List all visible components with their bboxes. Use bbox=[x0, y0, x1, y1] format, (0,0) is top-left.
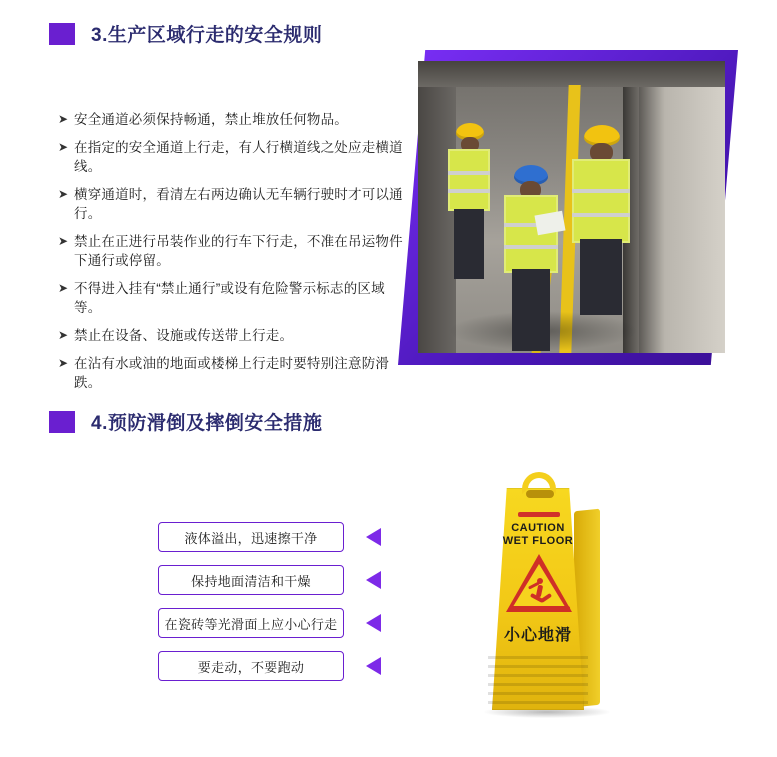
list-item-text: 安全通道必须保持畅通，禁止堆放任何物品。 bbox=[74, 112, 348, 127]
list-item bbox=[58, 232, 408, 270]
slipping-person-icon bbox=[528, 578, 552, 608]
sign-red-bar bbox=[518, 512, 560, 517]
arrow-bullet-icon: ➤ bbox=[58, 234, 69, 248]
list-item-text: 禁止在正进行吊装作业的行车下行走，不准在吊运物件下通行或停留。 bbox=[74, 234, 403, 268]
list-item-text: 禁止在设备、设施或传送带上行走。 bbox=[74, 328, 294, 343]
safety-vest bbox=[572, 159, 630, 243]
worker-legs bbox=[454, 209, 484, 279]
list-item bbox=[58, 279, 408, 317]
workers-walking-photo bbox=[418, 61, 725, 353]
sign-caption-line2: WET FLOOR bbox=[502, 535, 574, 547]
list-item bbox=[58, 185, 408, 223]
list-item-text: 在沾有水或油的地面或楼梯上行走时要特别注意防滑跌。 bbox=[74, 356, 390, 390]
sign-caption-line1: CAUTION bbox=[511, 522, 565, 534]
section-heading-3 bbox=[49, 20, 322, 47]
measure-row bbox=[158, 651, 388, 681]
heading-marker-icon bbox=[49, 23, 75, 45]
measure-row bbox=[158, 522, 388, 552]
prevention-measures-list bbox=[158, 522, 388, 694]
arrow-bullet-icon: ➤ bbox=[58, 112, 69, 126]
arrow-left-icon bbox=[366, 657, 381, 675]
sign-ribs bbox=[488, 656, 588, 708]
photo-container bbox=[398, 50, 738, 365]
list-item-text: 不得进入挂有“禁止通行”或设有危险警示标志的区域等。 bbox=[74, 281, 385, 315]
arrow-bullet-icon: ➤ bbox=[58, 356, 69, 370]
measure-box[interactable]: 保持地面清洁和干燥 bbox=[158, 565, 344, 595]
arrow-left-icon bbox=[366, 614, 381, 632]
safety-vest bbox=[504, 195, 558, 273]
arrow-left-icon bbox=[366, 528, 381, 546]
arrow-bullet-icon: ➤ bbox=[58, 187, 69, 201]
worker-legs bbox=[512, 269, 550, 351]
safety-vest bbox=[448, 149, 490, 211]
measure-box[interactable]: 液体溢出，迅速擦干净 bbox=[158, 522, 344, 552]
arrow-left-icon bbox=[366, 571, 381, 589]
list-item bbox=[58, 110, 408, 129]
list-item bbox=[58, 326, 408, 345]
sign-handle-slot bbox=[526, 490, 554, 498]
photo-wall-right bbox=[639, 61, 725, 353]
heading-marker-icon bbox=[49, 411, 75, 433]
measure-row bbox=[158, 565, 388, 595]
measure-box[interactable]: 要走动，不要跑动 bbox=[158, 651, 344, 681]
caution-wet-floor-sign bbox=[478, 470, 618, 715]
measure-box[interactable]: 在瓷砖等光滑面上应小心行走 bbox=[158, 608, 344, 638]
section-3-title: 3.生产区域行走的安全规则 bbox=[91, 25, 323, 46]
wet-floor-line-icon bbox=[507, 606, 570, 612]
sign-english-caption bbox=[492, 522, 584, 548]
worker-legs bbox=[580, 239, 622, 315]
arrow-bullet-icon: ➤ bbox=[58, 328, 69, 342]
list-item bbox=[58, 138, 408, 176]
section-4-title: 4.预防滑倒及摔倒安全措施 bbox=[91, 413, 323, 434]
list-item bbox=[58, 354, 408, 392]
arrow-bullet-icon: ➤ bbox=[58, 140, 69, 154]
arrow-bullet-icon: ➤ bbox=[58, 281, 69, 295]
measure-row bbox=[158, 608, 388, 638]
photo-ceiling bbox=[418, 61, 725, 87]
list-item-text: 横穿通道时，看清左右两边确认无车辆行驶时才可以通行。 bbox=[74, 187, 403, 221]
section-heading-4 bbox=[49, 408, 322, 435]
sign-chinese-caption: 小心地滑 bbox=[503, 627, 572, 644]
safety-rules-list bbox=[58, 110, 408, 401]
list-item-text: 在指定的安全通道上行走，有人行横道线之处应走横道线。 bbox=[74, 140, 403, 174]
